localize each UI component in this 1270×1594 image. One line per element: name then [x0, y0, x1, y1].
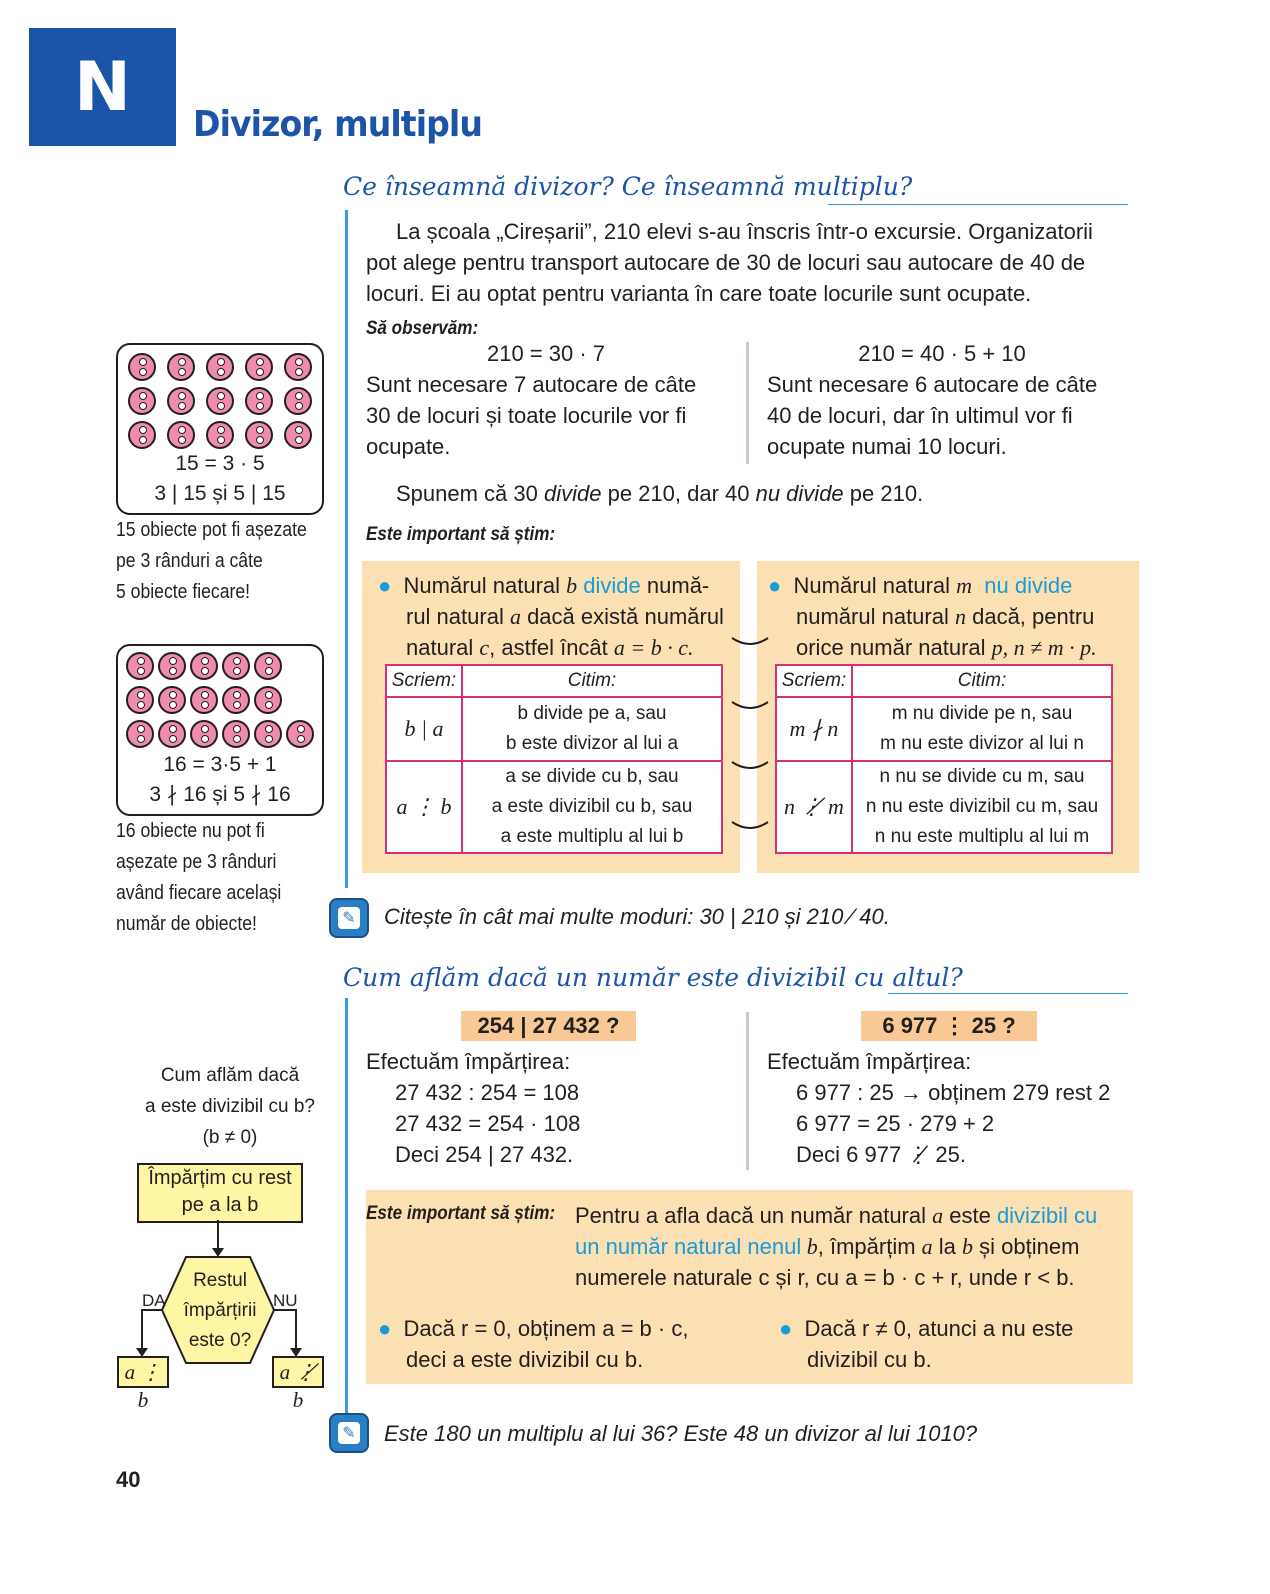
observation-right-equation: 210 = 40 · 5 + 10	[858, 341, 1026, 366]
button-object-icon	[206, 421, 234, 449]
observation-right	[767, 338, 1147, 462]
button-object-icon	[158, 720, 186, 748]
important-text-2: Pentru a afla dacă un număr natural a este divizibil cu un număr natural nenul b, împărțim a la b și obținem numerele naturale c și r, cu a = b · c + r, unde r < b.	[575, 1203, 1098, 1290]
button-object-icon	[158, 686, 186, 714]
table-row-reading: n nu se divide cu m, sau n nu este divizibil cu m, sau n nu este multiplu al lui m	[852, 761, 1112, 853]
table-row-symbol: b | a	[386, 697, 462, 761]
observation-right-line-3: ocupate numai 10 locuri.	[767, 434, 1007, 459]
observation-left-line-2: 30 de locuri și toate locurile vor fi	[366, 403, 687, 428]
chapter-letter: N	[74, 47, 131, 127]
divide-conclusion: Spunem că 30 divide pe 210, dar 40 nu divide pe 210.	[396, 481, 924, 506]
notation-table-right	[775, 664, 1113, 854]
table-row-symbol: n ⋮̸ m	[776, 761, 852, 853]
button-object-icon	[206, 387, 234, 415]
table-header-write: Scriem:	[386, 665, 462, 697]
page-title: Divizor, multiplu	[193, 104, 483, 145]
button-object-icon	[284, 421, 312, 449]
intro-line-3: locuri. Ei au optat pentru varianta în care toate locurile sunt ocupate.	[366, 281, 1032, 306]
flowchart-result-divisible: a ⋮ b	[117, 1356, 169, 1388]
table-row-reading: m nu divide pe n, sau m nu este divizor al lui n	[852, 697, 1112, 761]
flowchart-result-not-divisible: a ⋮̸ b	[272, 1356, 324, 1388]
dot-grid-15	[128, 353, 312, 449]
button-object-icon	[126, 652, 154, 680]
button-object-icon	[284, 353, 312, 381]
button-object-icon	[190, 720, 218, 748]
bullet-remainder-zero: ● Dacă r = 0, obținem a = b · c, deci a este divizibil cu b.	[378, 1316, 689, 1372]
empty-slot	[286, 652, 314, 680]
empty-slot	[286, 686, 314, 714]
example-right: Efectuăm împărțirea: 6 977 : 25 → obținem 279 rest 2 6 977 = 25 · 279 + 2 Deci 6 977 ⋮̸ 25.	[767, 1049, 1111, 1167]
table-header-read: Citim:	[852, 665, 1112, 697]
button-object-icon	[245, 387, 273, 415]
example-tag-left: 254 | 27 432 ?	[461, 1011, 636, 1041]
binder-ring	[732, 638, 768, 644]
bullet-remainder-nonzero: ● Dacă r ≠ 0, atunci a nu este divizibil cu b.	[779, 1316, 1074, 1372]
section2-margin-line	[345, 998, 348, 1418]
observation-right-line-1: Sunt necesare 6 autocare de câte	[767, 372, 1098, 397]
button-object-icon	[222, 720, 250, 748]
section1-title: Ce înseamnă divizor? Ce înseamnă multiplu?	[343, 172, 913, 201]
button-object-icon	[245, 421, 273, 449]
button-object-icon	[254, 652, 282, 680]
button-object-icon	[126, 686, 154, 714]
exercise-1: Citește în cât mai multe moduri: 30 | 210 și 210 ⁄ 40.	[384, 904, 890, 929]
observation-left-equation: 210 = 30 · 7	[486, 341, 606, 366]
important-label-2: Este important să știm:	[366, 1203, 556, 1224]
dot-grid-16	[126, 652, 314, 748]
table-row-reading: a se divide cu b, sau a este divizibil cu b, sau a este multiplu al lui b	[462, 761, 722, 853]
section1-margin-line	[345, 210, 348, 888]
observation-right-line-2: 40 de locuri, dar în ultimul vor fi	[767, 403, 1073, 428]
observation-left-line-3: ocupate.	[366, 434, 451, 459]
example-card-16	[116, 644, 324, 816]
flowchart-no-label: NU	[273, 1291, 298, 1310]
definition-right-text: ● Numărul natural m nu divide numărul natural n dacă, pentru orice număr natural p, n ≠ m · p.	[768, 573, 1097, 660]
button-object-icon	[128, 387, 156, 415]
button-object-icon	[286, 720, 314, 748]
card1-caption: 15 obiecte pot fi așezate pe 3 rânduri a câte 5 obiecte fiecare!	[116, 519, 307, 603]
section1-intro	[366, 216, 1146, 309]
example-tag-right: 6 977 ⋮ 25 ?	[861, 1011, 1037, 1041]
exercise-2: Este 180 un multiplu al lui 36? Este 48 un divizor al lui 1010?	[384, 1421, 978, 1446]
button-object-icon	[254, 720, 282, 748]
pencil-exercise-icon: ✎	[329, 1413, 369, 1453]
button-object-icon	[126, 720, 154, 748]
flowchart-question: Cum aflăm dacă a este divizibil cu b? (b ≠ 0)	[144, 1065, 316, 1148]
binder-rings	[728, 630, 772, 840]
card1-divisibility: 3 | 15 și 5 | 15	[154, 482, 286, 505]
card2-divisibility: 3 ∤ 16 și 5 ∤ 16	[149, 783, 291, 806]
chapter-letter-badge	[29, 28, 176, 146]
section2-title: Cum aflăm dacă un număr este divizibil cu altul?	[343, 963, 963, 992]
observation-divider	[746, 342, 749, 464]
flowchart-decision-text: Restul împărțirii este 0?	[183, 1270, 257, 1351]
binder-ring	[732, 702, 768, 708]
definition-left-text: ● Numărul natural b divide numă- rul natural a dacă există numărul natural c, astfel încât a = b · c.	[378, 573, 724, 660]
section2-underline	[888, 993, 1128, 994]
arrow-down-icon	[212, 1248, 224, 1257]
button-object-icon	[206, 353, 234, 381]
important-label-1: Este important să știm:	[366, 524, 556, 545]
card2-caption: 16 obiecte nu pot fi așezate pe 3 rânduri având fiecare același număr de obiecte!	[116, 820, 282, 935]
bullet-icon: ●	[779, 1316, 793, 1341]
table-row-symbol: a ⋮ b	[386, 761, 462, 853]
flowchart-step-divide: Împărțim cu rest pe a la b	[137, 1163, 303, 1223]
button-object-icon	[190, 652, 218, 680]
button-object-icon	[167, 421, 195, 449]
flowchart-yes-label: DA	[142, 1291, 166, 1310]
page-number: 40	[116, 1467, 141, 1492]
button-object-icon	[167, 353, 195, 381]
button-object-icon	[254, 686, 282, 714]
notation-table-left	[385, 664, 723, 854]
button-object-icon	[128, 421, 156, 449]
observation-left-line-1: Sunt necesare 7 autocare de câte	[366, 372, 697, 397]
intro-line-1: La școala „Cireșarii”, 210 elevi s-au înscris într-o excursie. Organizatorii	[396, 219, 1093, 244]
button-object-icon	[222, 652, 250, 680]
button-object-icon	[128, 353, 156, 381]
observe-label: Să observăm:	[366, 318, 479, 339]
bullet-icon: ●	[378, 1316, 392, 1341]
table-row-symbol: m ∤ n	[776, 697, 852, 761]
table-header-read: Citim:	[462, 665, 722, 697]
table-row-reading: b divide pe a, sau b este divizor al lui a	[462, 697, 722, 761]
binder-ring	[732, 822, 768, 828]
observation-left	[366, 338, 726, 462]
example-left: Efectuăm împărțirea: 27 432 : 254 = 108 27 432 = 254 · 108 Deci 254 | 27 432.	[366, 1049, 581, 1167]
binder-ring	[732, 762, 768, 768]
card1-equation: 15 = 3 · 5	[175, 452, 265, 475]
button-object-icon	[284, 387, 312, 415]
button-object-icon	[245, 353, 273, 381]
section1-underline	[828, 204, 1128, 205]
intro-line-2: pot alege pentru transport autocare de 30 de locuri sau autocare de 40 de	[366, 250, 1086, 275]
button-object-icon	[222, 686, 250, 714]
example-divider	[746, 1012, 749, 1170]
button-object-icon	[158, 652, 186, 680]
button-object-icon	[190, 686, 218, 714]
pencil-exercise-icon: ✎	[329, 898, 369, 938]
bullet-icon: ●	[768, 573, 782, 598]
card2-equation: 16 = 3·5 + 1	[163, 753, 277, 776]
bullet-icon: ●	[378, 573, 392, 598]
example-card-15	[116, 343, 324, 515]
button-object-icon	[167, 387, 195, 415]
table-header-write: Scriem:	[776, 665, 852, 697]
